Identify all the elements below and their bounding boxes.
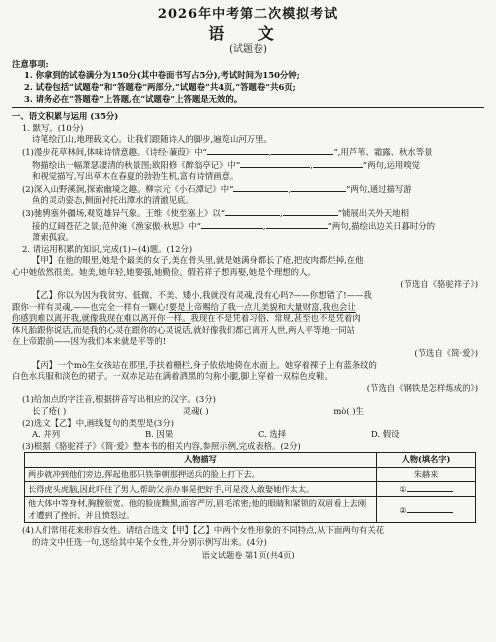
notice-item-1: 1. 你拿到的试卷满分为150分(其中卷面书写占5分),考试时间为150分钟;	[24, 70, 300, 81]
answer-blank[interactable]	[201, 220, 263, 229]
divider	[12, 107, 484, 108]
option-b[interactable]: B. 因果	[145, 429, 174, 440]
answer-blank[interactable]	[313, 159, 363, 168]
exam-title: 2026年中考第二次模拟考试	[157, 7, 339, 22]
page-footer: 语文试题卷 第1页(共4页)	[201, 550, 295, 561]
question-2-title: 2. 请运用积累的知识,完成(1)~(4)题。(12分)	[22, 243, 193, 254]
passage-jia: 【甲】在他的眼里,她是个最美的女子,美在骨头里,就是她满身都长了疮,把皮肉都烂掉,在他	[32, 255, 364, 266]
table-row: 两步就冲到他们旁边,挥起他那只铁拳朝那押送兵的脸上打下去。 朱赫来	[25, 467, 476, 481]
section-title: 一、语文积累与运用 (35分)	[12, 111, 119, 122]
answer-blank[interactable]	[291, 183, 346, 192]
answer-blank[interactable]	[233, 183, 288, 192]
passage-bing-source: (节选自《钢铁是怎样炼成的》)	[366, 382, 478, 393]
table-row: 长得虎头虎脑,因此吓住了男人,帮助父亲办事是把好手,可是没人敢娶她作太太。 ①	[25, 482, 476, 497]
subquestion-4: (4)人们常用花来形容女性。请结合选文【甲】【乙】中两个女性形象的不同特点,从下面两句有关花	[22, 524, 385, 535]
notice-heading: 注意事项:	[12, 58, 49, 69]
answer-blank[interactable]	[271, 146, 333, 155]
option-a[interactable]: A. 并列	[32, 429, 61, 440]
option-c[interactable]: C. 选择	[258, 429, 287, 440]
q1-part1: (1)漫步花草林间,体味诗情意趣。《诗经·蒹葭》中“ , ”,用芦苇、霜露、秋水等景	[22, 146, 433, 157]
notice-item-2: 2. 试卷包括“试题卷”和“答题卷”两部分,“试题卷”共4页,“答题卷”共6页;	[24, 82, 296, 92]
table-row: 他大体中等身材,胸膛很宽。他的脸庞黝黑,面容严厉,眉毛浓密;他的眼睛和紧锁的双眉看上去刚才遭到了挫折、并且愤怒过。 ②	[25, 497, 476, 523]
subquestion-1: (1)给加点的字注音,根据拼音写出相应的汉字。(3分)	[22, 394, 216, 405]
character-table	[24, 452, 476, 523]
passage-jia-source: (节选自《骆驼祥子》)	[400, 278, 478, 289]
table-header-row: 人物描写 人物(填名字)	[25, 453, 476, 467]
subquestion-3: (3)根据《骆驼祥子》《简·爱》整本书的相关内容,参照示例,完成表格。(2分)	[22, 440, 301, 451]
answer-blank[interactable]	[207, 146, 269, 155]
exam-page: 2026年中考第二次模拟考试 语 文 (试题卷) 注意事项: 1. 你拿到的试卷满分为150分(其中卷面书写占5分),考试时间为150分钟; 2. 试卷包括“试题卷”和“答题卷”两部分,“试题卷”共4页,“答题卷”共6页; 3. 请务必在“答题卷”上答题,在“试题卷”上答题是无效的。 一、语文积累与运用 (35分) 1. 默写。(10分) 诗笔绘江山,地理载文心。让我们跟随诗人的脚步,遍览山河万里。 (1)漫步花草林间,体味诗情意趣。《诗经·蒹葭》中“ , ”,用芦苇、霜露、秋水等景 物描绘出一幅萧瑟凄清的秋景图;欧阳修《醉翁亭记》中“ , ”两句,运用嗅觉 和视觉描写,写出草木在春夏的勃勃生机,富有诗情画意。 (2)深入山野溪涧,探索幽境之趣。柳宗元《小石潭记》中“ , ”两句,通过描写游 鱼的灵动姿态,侧面衬托出潭水的清澈见底。 (3)驰骋塞外疆场,观览雄异气象。王维《使至塞上》以“ , ”铺展出关外天地相 接的辽阔苍茫之景;范仲淹《渔家傲·秋思》中“ , ”两句,描绘出边关日暮时分的 萧索孤寂。 2. 请运用积累的知识,完成(1)~(4)题。(12分) 【甲】在他的眼里,她是个最美的女子,美在骨头里,就是她满身都长了疮,把皮肉都烂掉,在他 心中她依然很美。她美,她年轻,她要强,她勤俭。假若祥子想再娶,她是个理想的人。 (节选自《骆驼祥子》) 【乙】你以为因为我贫穷、低微、不美、矮小,我就没有灵魂,没有心吗?——你想错了!——我 跟你一样有灵魂,——也完全一样有一颗心!要是上帝赐给了我一点儿美貌和大量财富,我也会让 你感到难以离开我,就像我现在难以离开你一样。我现在不是凭着习俗、常规,甚至也不是凭着肉 体凡胎跟你说话,而是我的心灵在跟你的心灵说话,就好像我们都已离开人世,两人平等地一同站 在上帝跟前——因为我们本来就是平等的! (节选自《简·爱》) 【丙】一个mò生女孩站在那里,手扶着栅栏,身子依依地倚在水面上。她穿着裸子上有蓝条纹的 白色水兵服和淡色的裙子。一双赤足站在满着洒黑的匀称小腿,脚上穿着一双棕色皮鞋。 (节选自《钢铁是怎样炼成的》) (1)给加点的字注音,根据拼音写出相应的汉字。(3分) 长了疮( ) 灵魂( ) mò( )生 (2)选文【乙】中,画线复句的类型是(3分) A. 并列 B. 因果 C. 选择 D. 假设 (3)根据《骆驼祥子》《简·爱》整本书的相关内容,参照示例,完成表格。(2分) 人物描写 人物(填名字) 两步就冲到他们旁边,挥起他那只铁拳朝那押送兵的脸上打下去。 朱赫来 长得虎头虎脑,因此吓住了男人,帮助父亲办事是把好手,可是没人敢娶她作太太。 ① 他大体中等身材,胸膛很宽。他的脸庞黝黑,面容严厉,眉毛浓密;他的眼睛和紧锁的双眉看上去刚才遭到了挫折、并且愤怒过。 ② (4)人们常用花来形容女性。请结合选文【甲】【乙】中两个女性形象的不同特点,从下面两句有关花 的诗文中任选一句,送给其中某个女性,并分别示例写出来。(4分) 语文试题卷 第1页(共4页)	[12, 0, 484, 561]
answer-blank[interactable]	[266, 220, 328, 229]
option-d[interactable]: D. 假设	[371, 429, 400, 440]
question-1-title: 1. 默写。(10分)	[22, 122, 84, 133]
q1-part3: (3)驰骋塞外疆场,观览雄异气象。王维《使至塞上》以“ , ”铺展出关外天地相	[22, 207, 410, 218]
pinyin-row: 长了疮( ) 灵魂( ) mò( )生	[32, 406, 364, 417]
answer-blank[interactable]	[240, 159, 310, 168]
answer-blank[interactable]	[225, 207, 280, 216]
subquestion-2: (2)选文【乙】中,画线复句的类型是(3分)	[22, 417, 175, 428]
q1-part2: (2)深入山野溪涧,探索幽境之趣。柳宗元《小石潭记》中“ , ”两句,通过描写游	[22, 183, 412, 194]
passage-bing: 【丙】一个mò生女孩站在那里,手扶着栅栏,身子依依地倚在水面上。她穿着裸子上有蓝条纹的	[32, 359, 377, 370]
options-row	[12, 429, 484, 441]
passage-yi: 【乙】你以为因为我贫穷、低微、不美、矮小,我就没有灵魂,没有心吗?——你想错了!——我	[32, 290, 372, 301]
notice-item-3: 3. 请务必在“答题卷”上答题,在“试题卷”上答题是无效的。	[24, 93, 243, 104]
paper-subtitle: (试题卷)	[229, 44, 267, 56]
question-1-intro: 诗笔绘江山,地理载文心。让我们跟随诗人的脚步,遍览山河万里。	[32, 134, 272, 145]
subject-title: 语 文	[208, 23, 288, 43]
passage-yi-source: (节选自《简·爱》)	[414, 348, 478, 359]
answer-blank[interactable]	[283, 207, 338, 216]
